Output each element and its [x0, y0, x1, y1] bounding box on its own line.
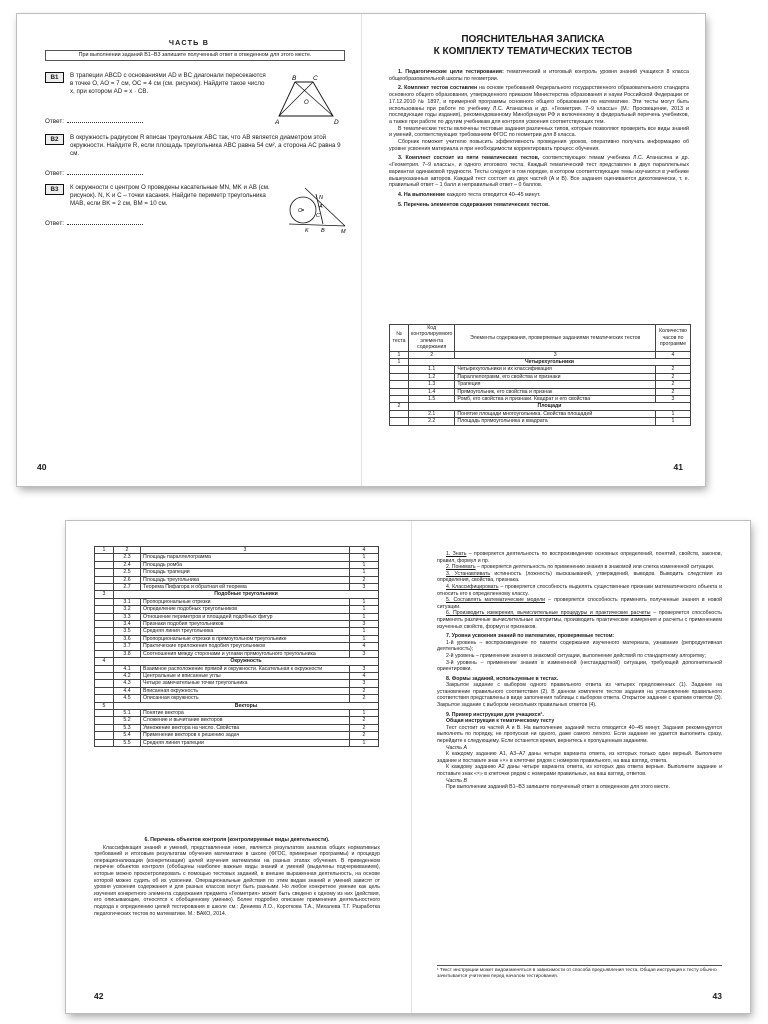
paragraph: 2-й уровень – применение знания в знакомой ситуации, выполнение действий по стандартному алгоритму;: [446, 652, 706, 659]
table-row: [95, 680, 379, 687]
page-number: 40: [37, 462, 47, 472]
task-text: В окружность радиусом R вписан треугольник ABC так, что AB является диаметром этой окружности. Найдите R, если площадь треугольника ABC равна 54 см², а сторона AC равна 9 см.: [70, 134, 341, 157]
task-b1: [45, 72, 345, 132]
test-number-cell: 4: [95, 658, 114, 665]
paragraph: Сборник поможет учителю повысить эффективность проведения уроков, оперативно получать информацию об уровне усвоения материала и при необходимости корректировать процесс обучения.: [389, 139, 689, 152]
paragraph: 1-й уровень – воспроизведение по памяти содержания изученного материала, узнавание (репродуктивная деятельность);: [437, 639, 722, 653]
table-row: [390, 381, 691, 388]
blank-cell: [390, 388, 409, 395]
blank-cell: [95, 680, 114, 687]
hours-cell: 3: [350, 621, 379, 628]
hours-cell: 2: [656, 373, 691, 380]
page-43-body: [437, 551, 722, 791]
code-cell: 5.3: [114, 724, 141, 731]
code-cell: 3.2: [114, 606, 141, 613]
explanatory-note-body: [389, 69, 689, 208]
table-row: [390, 410, 691, 417]
section-heading: 6. Перечень объектов контроля (контролируемые виды деятельности).: [144, 837, 330, 843]
paragraph: 3-й уровень – применение знания в измененной (нестандартной) ситуации, требующей дополнительной ориентировки.: [437, 659, 722, 673]
blank-cell: [95, 665, 114, 672]
hours-cell: 1: [350, 739, 379, 746]
blank-cell: [95, 643, 114, 650]
content-elements-table-continued: [94, 546, 379, 747]
section-title-cell: Подобные треугольники: [114, 591, 379, 598]
code-cell: 4.5: [114, 695, 141, 702]
code-cell: 4.4: [114, 687, 141, 694]
hours-cell: 2: [656, 366, 691, 373]
table-row: [390, 396, 691, 403]
section-heading: 9. Пример инструкции для учащихся¹.: [446, 711, 544, 718]
list-item: 1. Знать – проверяется деятельность по воспроизведению основных определений, понятий, свойств, законов, правил, формул и пр.: [437, 551, 722, 564]
hours-cell: 2: [350, 724, 379, 731]
hours-cell: 1: [350, 606, 379, 613]
code-cell: 4.3: [114, 680, 141, 687]
blank-cell: [95, 650, 114, 657]
explanatory-note-title: ПОЯСНИТЕЛЬНАЯ ЗАПИСКА К КОМПЛЕКТУ ТЕМАТИЧЕСКИХ ТЕСТОВ: [433, 34, 633, 57]
table-row: [95, 695, 379, 702]
element-cell: Сложение и вычитание векторов: [141, 717, 350, 724]
table-section-row: [95, 702, 379, 709]
blank-cell: [390, 396, 409, 403]
code-cell: 2.1: [409, 410, 455, 417]
table-body: [95, 554, 379, 747]
blank-cell: [95, 717, 114, 724]
test-number-cell: 5: [95, 702, 114, 709]
page-42: [66, 521, 411, 1013]
table-row: [95, 561, 379, 568]
task-b2: [45, 134, 345, 182]
code-cell: 1.5: [409, 396, 455, 403]
hours-cell: 4: [350, 672, 379, 679]
paragraph: К каждому заданию A2 даны четыре варианта ответа, из которых два ответа верные. Выполните задание и поставьте знак «×» в клеточке рядом с номерами правильных, на ваш взгляд, ответов.: [437, 764, 722, 777]
element-cell: Признаки подобия треугольников: [141, 621, 350, 628]
element-cell: Средняя линия треугольника: [141, 628, 350, 635]
section-title-cell: Векторы: [114, 702, 379, 709]
blank-cell: [390, 381, 409, 388]
code-cell: 3.1: [114, 598, 141, 605]
element-cell: Параллелограмм, его свойства и признаки: [455, 373, 656, 380]
subheading: Общая инструкция к тематическому тесту: [446, 718, 555, 725]
tangent-circle-figure: [283, 184, 347, 234]
blank-cell: [390, 366, 409, 373]
blank-cell: [95, 628, 114, 635]
code-cell: 1.3: [409, 381, 455, 388]
code-cell: 3.6: [114, 635, 141, 642]
table-row: [95, 613, 379, 620]
code-cell: 5.2: [114, 717, 141, 724]
task-number: B1: [45, 72, 64, 83]
objects-of-control-section: [94, 837, 380, 917]
blank-cell: [95, 613, 114, 620]
element-cell: Средняя линия трапеции: [141, 739, 350, 746]
section-title-cell: Площади: [409, 403, 691, 410]
table-row: [95, 606, 379, 613]
spread-pages-42-43: [66, 521, 750, 1013]
hours-cell: 2: [350, 717, 379, 724]
col-header: № теста: [390, 325, 409, 352]
subheading: Часть A: [446, 744, 467, 751]
hours-cell: 4: [350, 643, 379, 650]
table-section-row: [95, 658, 379, 665]
subheading: Часть B: [446, 777, 467, 784]
page-41: [361, 14, 705, 486]
paragraph: При выполнении заданий B1–B3 запишите полученный ответ в отведенном для этого месте.: [446, 784, 670, 791]
paragraph: 4. На выполнение каждого теста отводится 40–45 минут.: [398, 191, 541, 198]
code-cell: 2.4: [114, 561, 141, 568]
code-cell: 3.4: [114, 621, 141, 628]
label-d: D: [334, 119, 339, 126]
blank-cell: [95, 576, 114, 583]
code-cell: 2.5: [114, 569, 141, 576]
code-cell: 1.1: [409, 366, 455, 373]
col-index: 4: [656, 351, 691, 358]
paragraph: В тематические тесты включены тестовые задания различных типов, которые позволяют проверить все виды знаний и умений, соответствующих требованиям ФГОС по геометрии для 8 класса.: [389, 125, 689, 139]
list-item: 5. Составлять математические модели – проверяется способность применять полученные знания в новой ситуации.: [437, 597, 722, 610]
table-section-row: [390, 359, 691, 366]
code-cell: 3.8: [114, 650, 141, 657]
label-a: A: [275, 119, 280, 126]
spread-pages-40-41: [17, 14, 705, 486]
table-row: [95, 687, 379, 694]
table-row: [95, 665, 379, 672]
section-heading: 8. Формы заданий, используемые в тестах.: [446, 675, 559, 682]
element-cell: Вписанная окружность: [141, 687, 350, 694]
hours-cell: 2: [656, 388, 691, 395]
table-row: [390, 388, 691, 395]
blank-cell: [95, 672, 114, 679]
table-row: [95, 732, 379, 739]
hours-cell: 2: [656, 381, 691, 388]
col-index: 2: [114, 547, 141, 554]
trapezoid-figure: [273, 72, 341, 126]
hours-cell: 1: [350, 569, 379, 576]
element-cell: Четыре замечательные точки треугольника: [141, 680, 350, 687]
label-o: O: [298, 208, 303, 214]
table-row: [95, 621, 379, 628]
hours-cell: 1: [656, 418, 691, 425]
col-index: 3: [455, 351, 656, 358]
code-cell: 4.1: [114, 665, 141, 672]
table-row: [95, 569, 379, 576]
element-cell: Прямоугольник, его свойства и признак: [455, 388, 656, 395]
table-row: [390, 418, 691, 425]
code-cell: 4.2: [114, 672, 141, 679]
element-cell: Отношение периметров и площадей подобных фигур: [141, 613, 350, 620]
task-number: B2: [45, 134, 64, 145]
element-cell: Соотношения между сторонами и углами прямоугольного треугольника: [141, 650, 350, 657]
blank-cell: [95, 621, 114, 628]
test-number-cell: 1: [390, 359, 409, 366]
blank-cell: [95, 739, 114, 746]
element-cell: Площадь ромба: [141, 561, 350, 568]
element-cell: Центральные и вписанные углы: [141, 672, 350, 679]
task-text: В трапеции ABCD с основаниями AD и BC диагонали пересекаются в точке O, AO = 7 см, OC = 4 см (см. рисунок). Найдите такое число x, при котором AD = x · CB.: [70, 72, 266, 95]
blank-cell: [95, 732, 114, 739]
paragraph: Тест состоит из частей A и B. На выполнение заданий теста отводится 40–45 минут. Задания рекомендуется выполнять по порядку, не пропуская ни одного, даже самого легкого. Если задание не удается выполнить сразу, перейдите к следующему. Если останется время, вернитесь к пропущенным заданиям.: [437, 724, 722, 745]
blank-cell: [95, 561, 114, 568]
test-number-cell: 3: [95, 591, 114, 598]
section-heading: 7. Уровни усвоения знаний по математике, проверяемые тестом:: [446, 633, 615, 640]
table-row: [95, 650, 379, 657]
hours-cell: 2: [350, 732, 379, 739]
hours-cell: 1: [350, 709, 379, 716]
paragraph: Закрытое задание с выбором одного правильного ответа из четырех предложенных (1). Задание на установление правильного соответствия (2). В данном комплекте тестов задания на установление правильного соответствия представлены в виде заполнения таблицы с выбором ответа. Открытое задание с кратким ответом (3). Закрытое задание с выбором нескольких правильных ответов (4).: [437, 682, 722, 709]
paragraph: 2. Комплект тестов составлен на основе требований Федерального государственного образовательного стандарта основного общего образования, утвержденного приказом Министерства образования и науки Российской Федерации от 17.12.2010 № 1897, и примерной программы основного общего образования по математике. Эти тесты могут быть использованы при работе по учебнику Л.С. Атанасяна и др. «Геометрия. 7–9 классы» (М.: Просвещение, 2013 и последующие годы издания), рекомендованному Минобрнауки РФ и включенному в федеральный перечень учебников, а также при работе по другим учебникам для контроля усвоения соответствующих тем.: [389, 85, 689, 125]
code-cell: 1.2: [409, 373, 455, 380]
element-cell: Четырехугольники и их классификация: [455, 366, 656, 373]
col-index: 3: [141, 547, 350, 554]
part-b-instruction: При выполнении заданий B1–B3 запишите полученный ответ в отведенном для этого месте.: [45, 50, 345, 61]
blank-cell: [95, 554, 114, 561]
element-cell: Практические приложения подобия треугольников: [141, 643, 350, 650]
hours-cell: 1: [656, 410, 691, 417]
list-item: 6. Производить измерения, вычислительные процедуры и практические расчеты – проверяется способность применять различные вычислительные алгоритмы, производить практические измерения и расчеты с применением изученных свойств, формул и признаков.: [437, 610, 722, 630]
hours-cell: 1: [350, 561, 379, 568]
list-item: 2. Понимать – проверяется деятельность по применению знания в знакомой или слегка измененной ситуации.: [446, 564, 715, 571]
table-row: [95, 672, 379, 679]
code-cell: 5.5: [114, 739, 141, 746]
label-o: O: [304, 100, 309, 106]
element-cell: Теорема Пифагора и обратная ей теорема: [141, 584, 350, 591]
list-item: 4. Классифицировать – проверяется способность выделять существенные признаки математического объекта и относить его к определенному классу.: [437, 583, 722, 597]
page-number: 42: [94, 991, 104, 1001]
hours-cell: 1: [350, 635, 379, 642]
part-b-title: ЧАСТЬ B: [168, 38, 210, 47]
blank-cell: [390, 418, 409, 425]
answer-line: Ответ:: [45, 168, 143, 177]
section-title-cell: Четырехугольники: [409, 359, 691, 366]
page-43: [411, 521, 750, 1013]
answer-line: Ответ:: [45, 116, 143, 125]
task-number: B3: [45, 184, 64, 195]
task-text: К окружности с центром O проведены касательные MN, MK и AB (см. рисунок). N, K и C – точки касания. Найдите периметр треугольника MAB, если BK = 2 см, BM = 10 см.: [70, 184, 270, 207]
blank-cell: [95, 606, 114, 613]
hours-cell: 3: [350, 665, 379, 672]
code-cell: 1.4: [409, 388, 455, 395]
code-cell: 3.7: [114, 643, 141, 650]
element-cell: Площадь трапеции: [141, 569, 350, 576]
hours-cell: 3: [350, 584, 379, 591]
table-row: [95, 584, 379, 591]
element-cell: Площадь треугольника: [141, 576, 350, 583]
blank-cell: [95, 695, 114, 702]
label-n: N: [319, 195, 323, 201]
paragraph: К каждому заданию A1, A3–A7 даны четыре варианта ответа, из которых только один верный. Выполните задание и поставьте знак «×» в клеточке рядом с номером правильного, на ваш взгляд, ответа.: [437, 751, 722, 764]
element-cell: Применение векторов к решению задач: [141, 732, 350, 739]
element-cell: Взаимное расположение прямой и окружности. Касательная к окружности: [141, 665, 350, 672]
hours-cell: 1: [350, 613, 379, 620]
element-cell: Понятие вектора: [141, 709, 350, 716]
content-elements-table: [389, 324, 691, 426]
code-cell: 2.3: [114, 554, 141, 561]
element-cell: Трапеция: [455, 381, 656, 388]
col-index: 4: [350, 547, 379, 554]
table-row: [95, 598, 379, 605]
blank-cell: [390, 373, 409, 380]
col-header: Элементы содержания, проверяемые заданиями тематических тестов: [455, 325, 656, 352]
code-cell: 2.2: [409, 418, 455, 425]
task-b3: [45, 184, 345, 234]
section-heading: 5. Перечень элементов содержания тематических тестов.: [398, 201, 550, 208]
element-cell: Определение подобных треугольников: [141, 606, 350, 613]
paragraph: Классификация знаний и умений, представленная ниже, является результатом анализа общих нормативных требований и итоговым результатам обучения математике в школе (ФГОС, примерные программы) и процедур операционализации (конкретизации) целей изучения математики на разных этапах обучения. В приведенном перечне объектов контроля (обобщены наиболее важные виды знаний и умений (выделены подчеркиванием), которые можно проконтролировать с помощью тестовых заданий, в внешне выраженная деятельность, на основе которой можно судить об их усвоении. Операциональные действия по этим видам знаний и умений зависят от уровня усвоения содержания и для разных классов могут быть разными. Но любое конкретное умение как цель изучения конкретного элемента содержания предмета «Геометрия» может быть сведено к одному из них (действия, его описывающие, относятся к обобщенному умению). Более подробно описание применения деятельностного подхода к определению целей тестирования в школе см.: Дениева Л.О., Короткова Т.А., Михалева Т.Г. Разработка педагогических тестов по математике. М.: ВАКО, 2014.: [94, 844, 380, 917]
paragraph: 3. Комплект состоит из пяти тематических тестов, соответствующих темам учебника Л.С. Атанасяна и др. «Геометрия. 7–9 классы», и одного итогового теста. Каждый тематический тест представлен в двух параллельных вариантах одинаковой трудности. Тесты следуют в том порядке, в котором соответствующие темы изучаются в учебнике вышеуказанных авторов. Каждый тест состоит из двух частей (A и B). Все задания оцениваются дихотомически, т. е. правильный ответ – 1 балл и неправильный ответ – 0 баллов.: [389, 155, 689, 189]
footnote: ¹ Текст инструкции может видоизменяться в зависимости от способа предъявления теста. Общая инструкция к тесту обычно зачитывается учителем перед началом тестирования.: [437, 965, 722, 980]
element-cell: Площадь параллелограмма: [141, 554, 350, 561]
col-index: 1: [95, 547, 114, 554]
element-cell: Умножение вектора на число. Свойства: [141, 724, 350, 731]
code-cell: 2.6: [114, 576, 141, 583]
label-c: C: [313, 75, 318, 82]
table-section-row: [390, 403, 691, 410]
col-header: Код контролируемого элемента содержания: [409, 325, 455, 352]
page-number: 41: [673, 462, 683, 472]
col-index: 2: [409, 351, 455, 358]
label-b: B: [292, 75, 297, 82]
element-cell: Площадь прямоугольника и квадрата: [455, 418, 656, 425]
table-row: [390, 373, 691, 380]
element-cell: Пропорциональные отрезки: [141, 598, 350, 605]
blank-cell: [95, 724, 114, 731]
answer-line: Ответ:: [45, 218, 143, 227]
hours-cell: 3: [656, 396, 691, 403]
blank-cell: [95, 709, 114, 716]
list-item: 3. Устанавливать истинность (ложность) высказываний, утверждений, выводов. Выводить следствия из определения, свойства, признака.: [437, 570, 722, 584]
blank-cell: [95, 687, 114, 694]
paragraph: 1. Педагогические цели тестирования: тематический и итоговый контроль уровня знаний учащихся 8 класса общеобразовательной школы по геометрии.: [389, 69, 689, 82]
page-number: 43: [712, 991, 722, 1001]
test-number-cell: 2: [390, 403, 409, 410]
table-row: [95, 739, 379, 746]
label-b: B: [321, 228, 325, 234]
hours-cell: 1: [350, 628, 379, 635]
table-body: [390, 359, 691, 426]
label-c: C: [316, 213, 320, 219]
col-header: Количество часов по программе: [656, 325, 691, 352]
table-row: [95, 643, 379, 650]
blank-cell: [95, 635, 114, 642]
table-row: [95, 635, 379, 642]
hours-cell: 2: [350, 695, 379, 702]
label-m: M: [341, 229, 346, 234]
hours-cell: 2: [350, 687, 379, 694]
code-cell: 5.4: [114, 732, 141, 739]
element-cell: Пропорциональные отрезки в прямоугольном треугольнике: [141, 635, 350, 642]
label-a: A: [319, 204, 323, 210]
hours-cell: 1: [350, 598, 379, 605]
code-cell: 3.5: [114, 628, 141, 635]
hours-cell: 2: [350, 576, 379, 583]
code-cell: 5.1: [114, 709, 141, 716]
page-40: [17, 14, 361, 486]
table-row: [95, 717, 379, 724]
element-cell: Понятие площади многоугольника. Свойства площадей: [455, 410, 656, 417]
blank-cell: [95, 598, 114, 605]
element-cell: Описанная окружность: [141, 695, 350, 702]
table-row: [390, 366, 691, 373]
label-k: K: [305, 228, 309, 234]
code-cell: 3.3: [114, 613, 141, 620]
element-cell: Ромб, его свойства и признаки. Квадрат и его свойства: [455, 396, 656, 403]
hours-cell: 3: [350, 680, 379, 687]
blank-cell: [95, 569, 114, 576]
hours-cell: 3: [350, 650, 379, 657]
table-row: [95, 709, 379, 716]
blank-cell: [390, 410, 409, 417]
table-section-row: [95, 591, 379, 598]
blank-cell: [95, 584, 114, 591]
col-index: 1: [390, 351, 409, 358]
table-row: [95, 724, 379, 731]
table-row: [95, 628, 379, 635]
table-row: [95, 576, 379, 583]
section-title-cell: Окружность: [114, 658, 379, 665]
table-row: [95, 554, 379, 561]
hours-cell: 1: [350, 554, 379, 561]
code-cell: 2.7: [114, 584, 141, 591]
